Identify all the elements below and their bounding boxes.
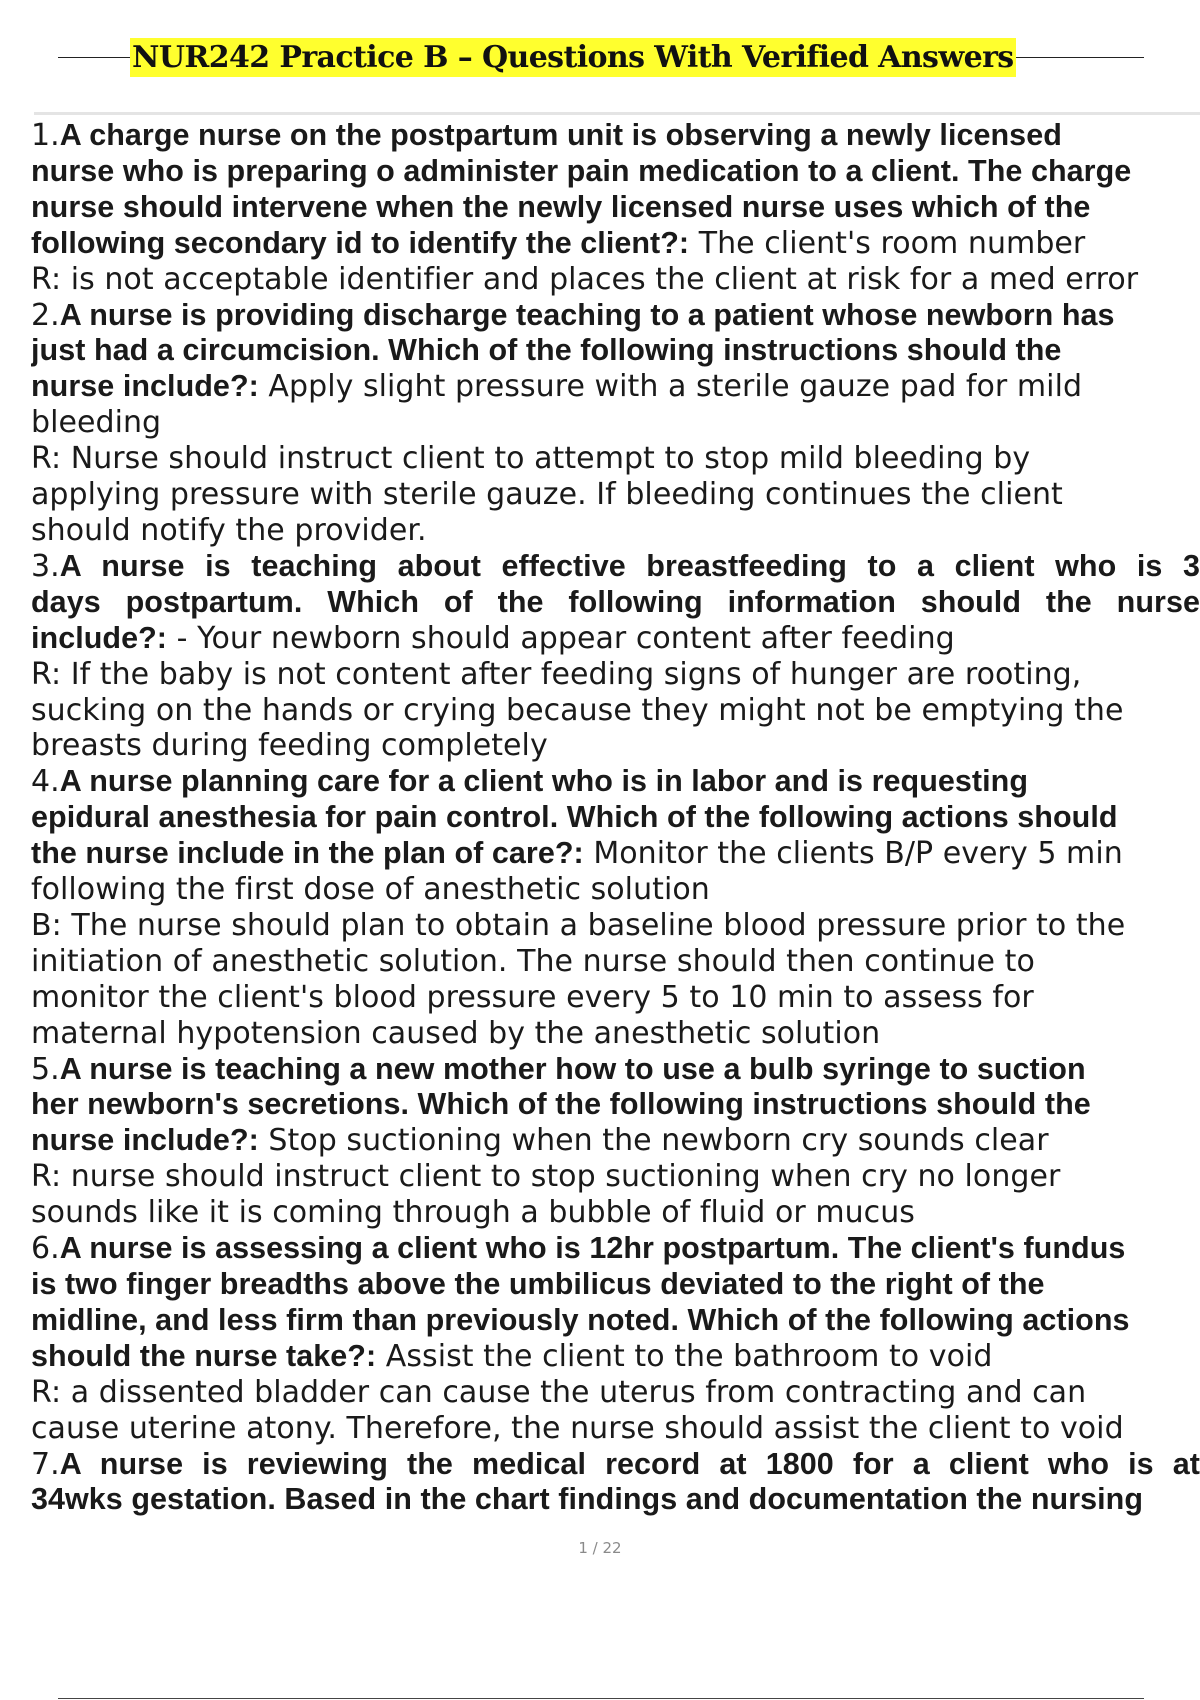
question-item: [31, 1447, 1200, 1519]
question-line: [31, 1267, 1200, 1303]
answer-line: R: If the baby is not content after feeding signs of hunger are rooting,: [31, 656, 1082, 692]
question-line: [31, 800, 1200, 836]
question-text: A nurse is reviewing the medical record at 1800 for a client who is at: [59, 1446, 1200, 1481]
question-text: her newborn's secretions. Which of the following instructions should the: [31, 1087, 1091, 1122]
answer-line: initiation of anesthetic solution. The nurse should then continue to: [31, 943, 1035, 979]
question-text: 34wks gestation. Based in the chart findings and documentation the nursing: [31, 1482, 1144, 1517]
question-item: [31, 549, 1200, 764]
question-text: nurse include?:: [31, 1123, 259, 1158]
question-number: 6.: [31, 1231, 60, 1267]
question-line: [31, 1087, 1200, 1123]
question-item: [31, 298, 1200, 549]
question-list: [31, 118, 1200, 1518]
question-number: 4.: [31, 764, 60, 800]
question-line: [31, 1052, 1200, 1088]
question-line: [31, 369, 1200, 405]
question-text: nurse include?:: [31, 369, 259, 404]
question-number: 3.: [31, 548, 60, 584]
answer-text: Stop suctioning when the newborn cry sounds clear: [258, 1123, 1049, 1159]
question-text: A nurse is providing discharge teaching to a patient whose newborn has: [59, 297, 1115, 332]
answer-line: bleeding: [31, 405, 162, 441]
answer-line: R: a dissented bladder can cause the uterus from contracting and can: [31, 1374, 1087, 1410]
question-text: should the nurse take?:: [31, 1338, 377, 1373]
question-text: A nurse is assessing a client who is 12hr postpartum. The client's fundus: [59, 1231, 1126, 1266]
answer-line: cause uterine atony. Therefore, the nurse should assist the client to void: [31, 1410, 1124, 1446]
question-number: 1.: [31, 118, 60, 153]
question-line: [31, 1447, 1200, 1483]
question-item: [31, 1231, 1200, 1446]
question-text: A nurse is teaching about effective breastfeeding to a client who is 3: [59, 548, 1200, 583]
answer-line: R: nurse should instruct client to stop suctioning when cry no longer: [31, 1159, 1061, 1195]
question-line: [31, 621, 1200, 657]
question-text: A nurse is teaching a new mother how to use a bulb syringe to suction: [59, 1051, 1086, 1086]
title-rule-right: [1016, 57, 1144, 58]
question-line: [31, 118, 1200, 154]
answer-line: applying pressure with sterile gauze. If bleeding continues the client: [31, 477, 1063, 513]
answer-line: B: The nurse should plan to obtain a baseline blood pressure prior to the: [31, 907, 1126, 943]
question-number: 7.: [31, 1446, 60, 1482]
top-divider: [34, 112, 1200, 115]
document-title-row: [58, 34, 1144, 80]
question-line: [31, 226, 1200, 262]
question-text: A charge nurse on the postpartum unit is observing a newly licensed: [59, 118, 1062, 152]
question-line: [31, 585, 1200, 621]
question-line: [31, 1482, 1200, 1518]
question-line: [31, 1339, 1200, 1375]
question-text: midline, and less firm than previously noted. Which of the following actions: [31, 1302, 1130, 1337]
answer-text: - Your newborn should appear content after feeding: [167, 620, 955, 656]
question-text: is two finger breadths above the umbilicus deviated to the right of the: [31, 1267, 1045, 1301]
question-number: 2.: [31, 297, 60, 333]
question-line: [31, 190, 1200, 226]
question-line: [31, 549, 1200, 585]
answer-text: The client's room number: [689, 225, 1086, 261]
answer-text: Assist the client to the bathroom to void: [376, 1338, 993, 1374]
answer-line: should notify the provider.: [31, 512, 427, 548]
question-item: [31, 118, 1200, 298]
title-rule-left: [58, 57, 130, 58]
answer-line: following the first dose of anesthetic solution: [31, 872, 710, 908]
bottom-rule: [58, 1698, 1144, 1699]
question-item: [31, 764, 1200, 1051]
question-item: [31, 1052, 1200, 1232]
answer-line: sucking on the hands or crying because they might not be emptying the: [31, 692, 1124, 728]
answer-line: breasts during feeding completely: [31, 728, 548, 764]
question-text: the nurse include in the plan of care?:: [31, 836, 584, 871]
answer-line: R: is not acceptable identifier and places the client at risk for a med error: [31, 261, 1139, 297]
document-title: NUR242 Practice B – Questions With Verified Answers: [132, 39, 1014, 75]
answer-line: R: Nurse should instruct client to attempt to stop mild bleeding by: [31, 441, 1031, 477]
question-text: following secondary id to identify the client?:: [31, 225, 690, 260]
question-text: nurse should intervene when the newly licensed nurse uses which of the: [31, 189, 1091, 224]
question-line: [31, 1123, 1200, 1159]
question-number: 5.: [31, 1051, 60, 1087]
question-line: [31, 764, 1200, 800]
question-line: [31, 1231, 1200, 1267]
answer-line: monitor the client's blood pressure every 5 to 10 min to assess for: [31, 979, 1034, 1015]
question-text: nurse who is preparing o administer pain medication to a client. The charge: [31, 153, 1132, 188]
answer-text: Apply slight pressure with a sterile gauze pad for mild: [258, 369, 1083, 405]
answer-line: sounds like it is coming through a bubble of fluid or mucus: [31, 1195, 915, 1231]
question-line: [31, 154, 1200, 190]
question-text: epidural anesthesia for pain control. Which of the following actions should: [31, 800, 1118, 835]
question-line: [31, 836, 1200, 872]
question-text: just had a circumcision. Which of the following instructions should the: [31, 333, 1062, 368]
question-line: [31, 298, 1200, 334]
question-text: days postpartum. Which of the following information should the nurse: [31, 584, 1200, 619]
question-text: A nurse planning care for a client who is in labor and is requesting: [59, 764, 1029, 799]
question-line: [31, 1303, 1200, 1339]
answer-line: maternal hypotension caused by the anesthetic solution: [31, 1015, 881, 1051]
answer-text: Monitor the clients B/P every 5 min: [583, 836, 1123, 872]
question-line: [31, 333, 1200, 369]
question-text: include?:: [31, 620, 168, 655]
page-indicator: 1 / 22: [578, 1539, 622, 1557]
